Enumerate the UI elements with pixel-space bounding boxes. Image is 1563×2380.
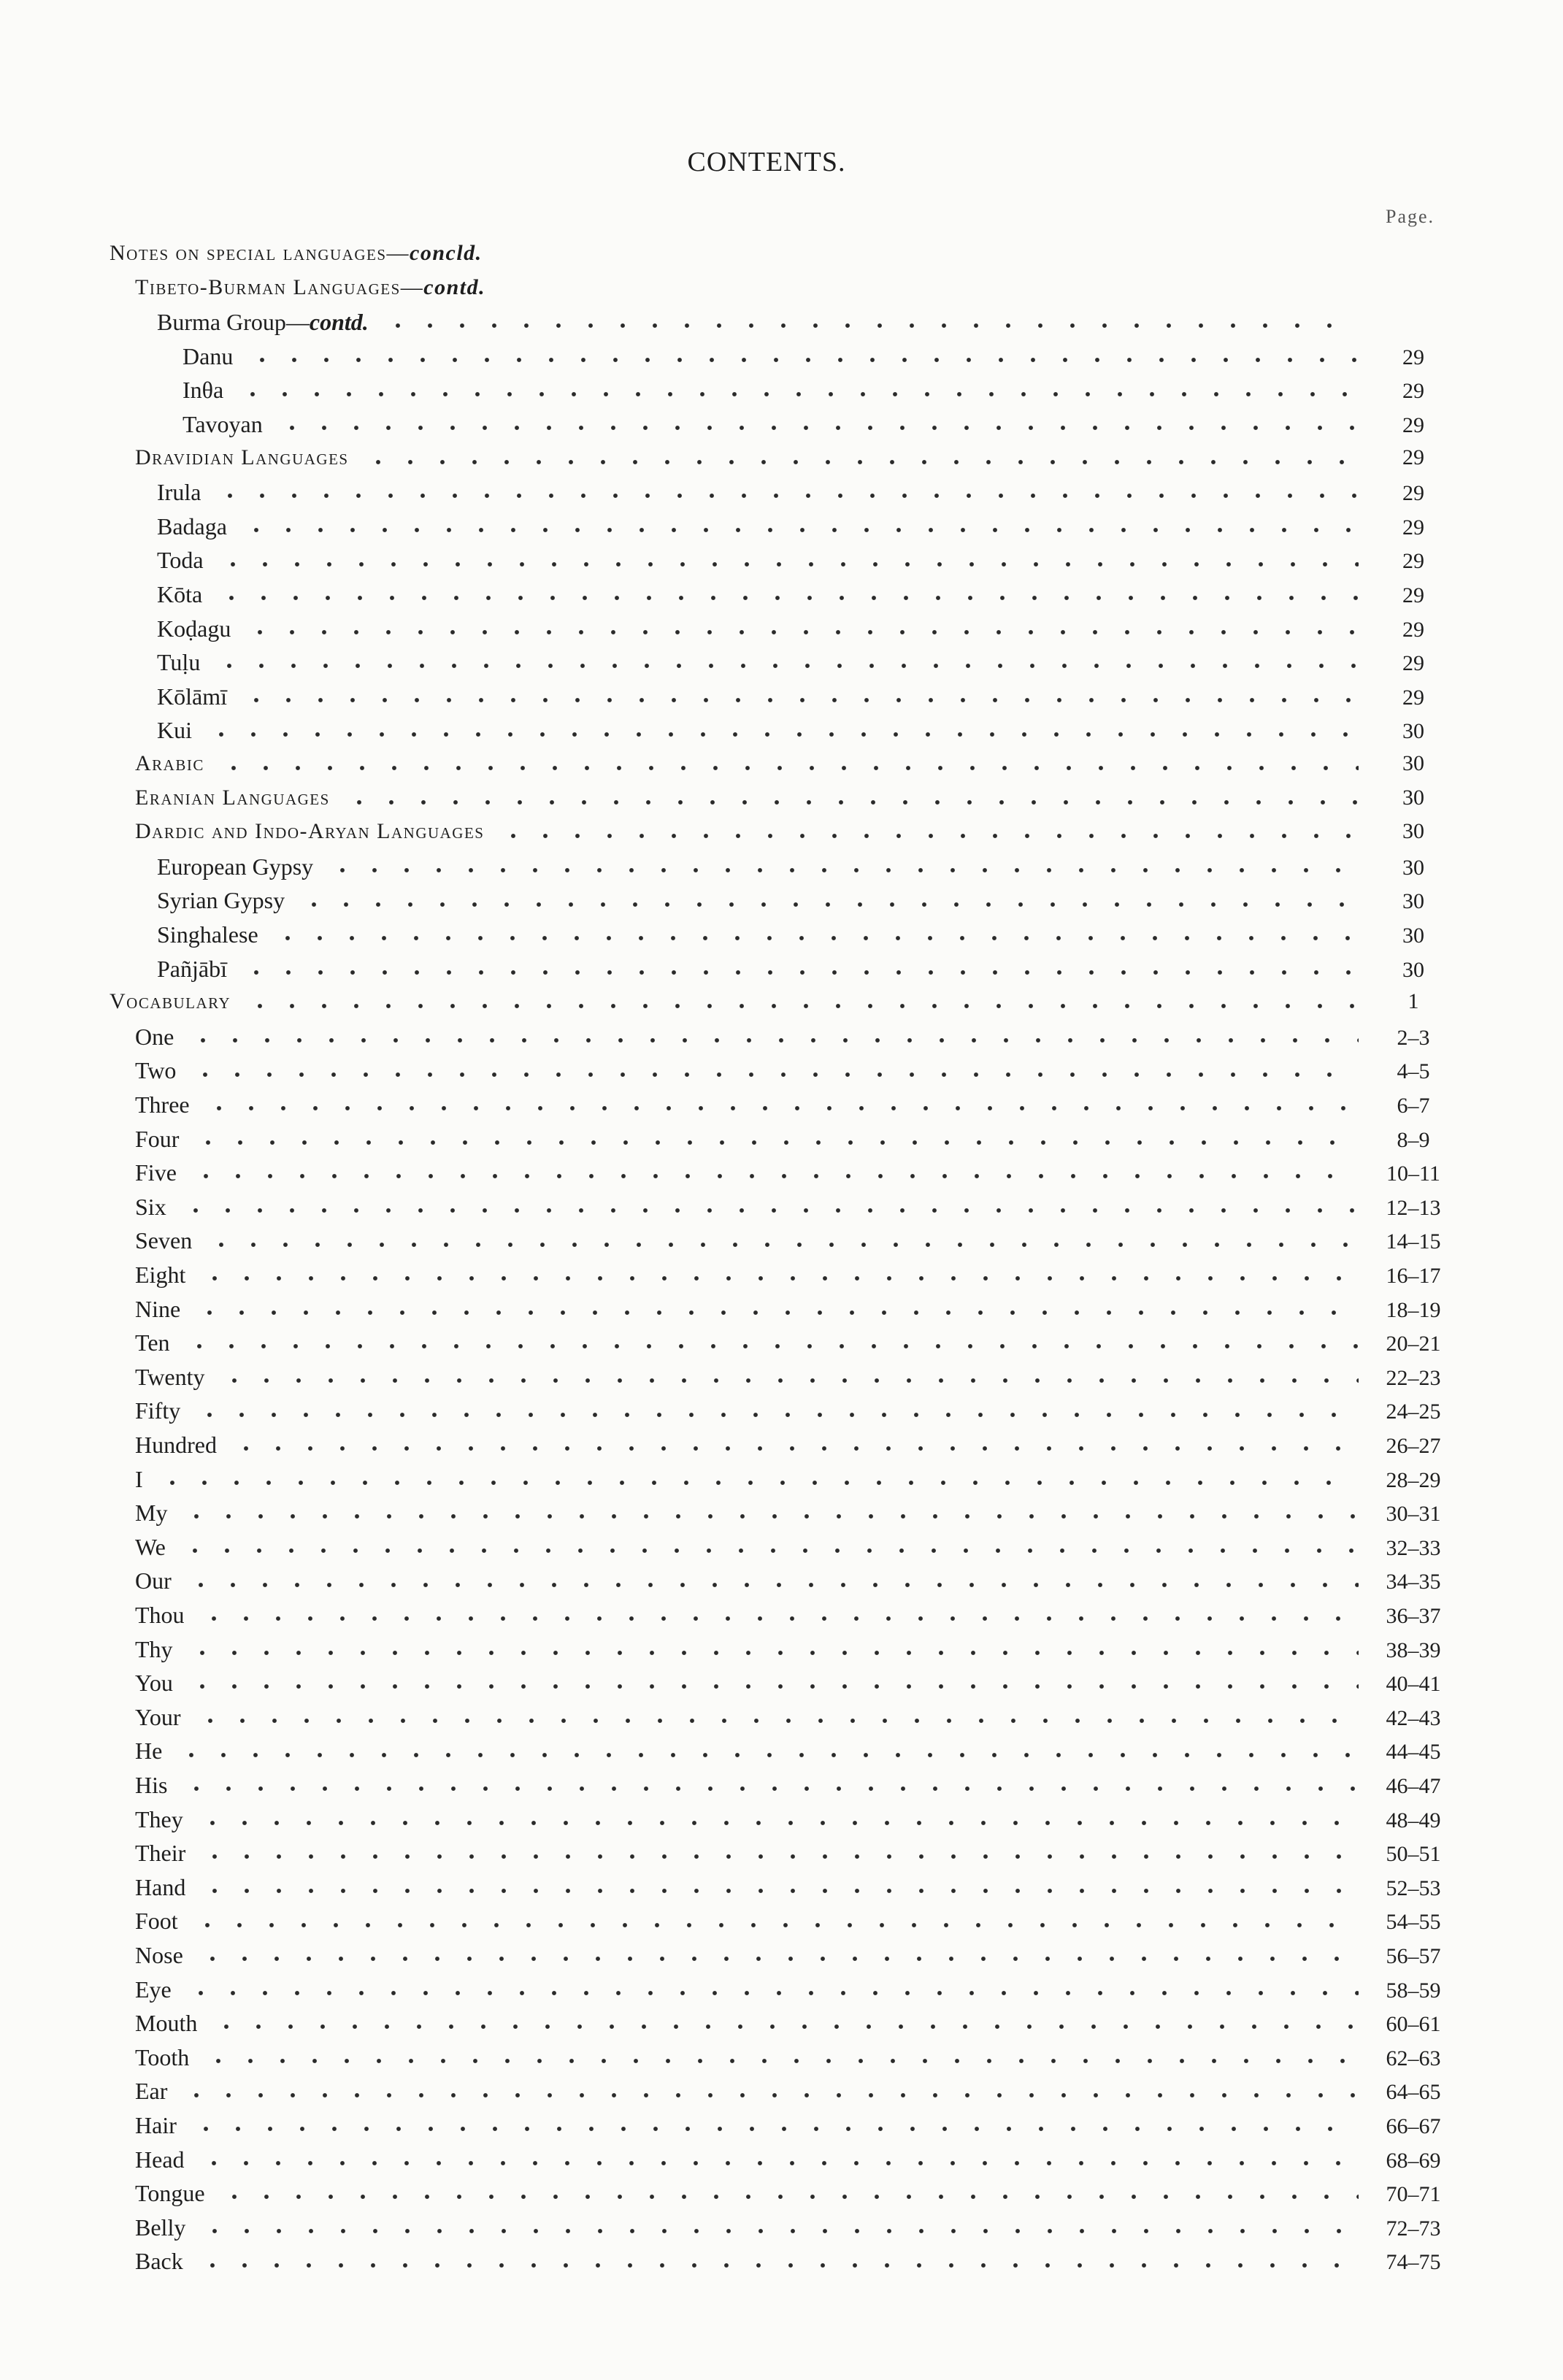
toc-entry xyxy=(0,1704,1563,1738)
dot-leader xyxy=(194,1706,1359,1735)
toc-entry-page: 22–23 xyxy=(1386,1365,1441,1390)
toc-entry-dash: — xyxy=(386,241,410,265)
toc-entry-continued: contd. xyxy=(423,275,486,299)
toc-entry-page: 10–11 xyxy=(1386,1162,1440,1186)
toc-entry xyxy=(0,887,1563,921)
toc-entry-label: Kōta xyxy=(157,581,203,607)
toc-entry-page: 44–45 xyxy=(1386,1740,1441,1765)
toc-entry-page: 40–41 xyxy=(1386,1672,1441,1697)
toc-entry-page: 46–47 xyxy=(1386,1774,1441,1798)
toc-entry xyxy=(0,1908,1563,1942)
toc-entry-page: 29 xyxy=(1402,379,1424,404)
toc-entry-page: 34–35 xyxy=(1386,1570,1441,1594)
dot-leader xyxy=(497,821,1359,851)
toc-entry xyxy=(0,445,1563,480)
toc-entry xyxy=(0,1227,1563,1262)
toc-entry-dash: — xyxy=(285,309,310,336)
dot-leader xyxy=(496,243,1359,272)
toc-entry-page: 30–31 xyxy=(1386,1502,1441,1527)
toc-entry-label: Tooth xyxy=(135,2043,190,2070)
toc-entry xyxy=(0,309,1563,343)
dot-leader xyxy=(189,1060,1359,1089)
toc-entry xyxy=(0,1670,1563,1704)
toc-entry xyxy=(0,1840,1563,1874)
toc-entry-label: Fifty xyxy=(135,1397,181,1424)
toc-entry-label: Nose xyxy=(135,1942,183,1968)
dot-leader xyxy=(203,1094,1359,1123)
dot-leader xyxy=(199,2216,1359,2246)
dot-leader xyxy=(326,856,1359,885)
toc-entry-label: Thy xyxy=(135,1635,173,1662)
toc-entry xyxy=(0,2044,1563,2078)
toc-entry-label: Burma Group xyxy=(157,309,286,336)
toc-entry-page: 42–43 xyxy=(1386,1705,1441,1730)
dot-leader xyxy=(298,890,1359,919)
dot-leader xyxy=(199,1264,1359,1293)
toc-entry-label: Kōlāmī xyxy=(157,683,227,710)
dot-leader xyxy=(240,958,1359,987)
dot-leader xyxy=(180,1502,1359,1531)
toc-entry xyxy=(0,786,1563,820)
toc-entry-label: Their xyxy=(135,1840,186,1867)
toc-entry-label: Hair xyxy=(135,2112,177,2138)
toc-entry xyxy=(0,241,1563,275)
toc-entry-label: Mouth xyxy=(135,2010,198,2037)
dot-leader xyxy=(185,1570,1359,1600)
toc-entry-page: 18–19 xyxy=(1386,1297,1441,1322)
toc-entry xyxy=(0,377,1563,411)
dot-leader xyxy=(215,583,1359,613)
toc-entry-label: Pañjābī xyxy=(157,955,227,982)
dot-leader xyxy=(192,1128,1359,1157)
toc-entry xyxy=(0,547,1563,581)
toc-entry xyxy=(0,2146,1563,2181)
dot-leader xyxy=(205,1230,1359,1259)
toc-entry-page: 66–67 xyxy=(1386,2114,1441,2138)
dot-leader xyxy=(210,2012,1359,2041)
dot-leader xyxy=(196,1944,1359,1973)
toc-entry-label: Eight xyxy=(135,1262,186,1288)
toc-entry-label: Our xyxy=(135,1567,172,1594)
toc-entry xyxy=(0,513,1563,548)
toc-entry-page: 58–59 xyxy=(1386,1978,1441,2003)
dot-leader xyxy=(230,1434,1359,1463)
toc-entry-page: 2–3 xyxy=(1397,1025,1430,1050)
toc-entry xyxy=(0,2248,1563,2282)
toc-entry xyxy=(0,921,1563,956)
toc-entry-page: 72–73 xyxy=(1386,2216,1441,2241)
toc-entry-page: 29 xyxy=(1402,345,1424,369)
dot-leader xyxy=(186,1638,1359,1667)
toc-entry xyxy=(0,615,1563,650)
toc-entry xyxy=(0,1296,1563,1330)
dot-leader xyxy=(187,1026,1359,1055)
toc-entry-label: Thou xyxy=(135,1602,185,1628)
toc-entry-page: 29 xyxy=(1402,583,1424,607)
toc-entry xyxy=(0,1262,1563,1296)
toc-entry-label: Belly xyxy=(135,2214,186,2241)
toc-entry-label: Singhalese xyxy=(157,921,258,948)
toc-entry xyxy=(0,751,1563,786)
toc-entry xyxy=(0,2010,1563,2044)
toc-entry-label: Your xyxy=(135,1703,181,1730)
toc-entry-label: Four xyxy=(135,1125,180,1152)
toc-entry-label: Badaga xyxy=(157,513,227,540)
toc-entry xyxy=(0,1738,1563,1772)
toc-entry-page: 29 xyxy=(1402,685,1424,710)
toc-entry-page: 70–71 xyxy=(1386,2182,1441,2207)
toc-entry xyxy=(0,1636,1563,1670)
toc-entry xyxy=(0,1602,1563,1636)
toc-entry-label: Eye xyxy=(135,1976,172,2003)
toc-entry xyxy=(0,649,1563,683)
toc-entry-label: Nine xyxy=(135,1295,181,1322)
toc-entry-label: Six xyxy=(135,1193,166,1220)
toc-entry-page: 29 xyxy=(1402,481,1424,506)
toc-entry-label: One xyxy=(135,1023,174,1050)
toc-entry-page: 56–57 xyxy=(1386,1944,1441,1968)
toc-entry-label: Two xyxy=(135,1057,177,1084)
dot-leader xyxy=(244,991,1359,1021)
dot-leader xyxy=(213,651,1359,680)
toc-entry-page: 14–15 xyxy=(1386,1229,1441,1254)
toc-entry-label: Toda xyxy=(157,547,204,574)
toc-entry xyxy=(0,2078,1563,2112)
dot-leader xyxy=(246,345,1359,375)
toc-entry xyxy=(0,2214,1563,2249)
dot-leader xyxy=(240,515,1359,545)
toc-entry xyxy=(0,275,1563,310)
toc-entry-page: 6–7 xyxy=(1397,1094,1430,1118)
dot-leader xyxy=(202,2046,1359,2076)
dot-leader xyxy=(199,1842,1359,1871)
toc-entry xyxy=(0,1194,1563,1228)
toc-entry-label: Ten xyxy=(135,1329,170,1356)
toc-entry-page: 54–55 xyxy=(1386,1910,1441,1935)
toc-entry-page: 38–39 xyxy=(1386,1638,1441,1662)
toc-entry-label: Ear xyxy=(135,2078,168,2105)
toc-entry xyxy=(0,1126,1563,1160)
dot-leader xyxy=(193,1298,1359,1327)
dot-leader xyxy=(193,1400,1359,1429)
dot-leader xyxy=(196,1808,1359,1838)
toc-entry-label: Three xyxy=(135,1091,190,1118)
toc-entry-page: 29 xyxy=(1402,651,1424,676)
toc-entry-page: 50–51 xyxy=(1386,1842,1441,1867)
dot-leader xyxy=(218,2182,1359,2211)
toc-entry-dash: — xyxy=(400,275,424,299)
toc-entry xyxy=(0,1024,1563,1058)
toc-entry xyxy=(0,1534,1563,1568)
toc-entry-page: 60–61 xyxy=(1386,2012,1441,2037)
toc-entry-label: Foot xyxy=(135,1908,178,1935)
toc-entry-label: Back xyxy=(135,2248,183,2275)
dot-leader xyxy=(186,1672,1359,1701)
dot-leader xyxy=(196,2251,1359,2280)
toc-entry xyxy=(0,1364,1563,1398)
toc-entry xyxy=(0,2180,1563,2214)
toc-entry-label: Notes on special languages xyxy=(110,241,387,265)
toc-entry-page: 36–37 xyxy=(1386,1604,1441,1628)
dot-leader xyxy=(276,413,1359,442)
toc-entry-label: Vocabulary xyxy=(110,989,231,1014)
toc-entry xyxy=(0,956,1563,990)
toc-entry-label: Irula xyxy=(157,479,201,506)
toc-entry xyxy=(0,1159,1563,1194)
toc-entry xyxy=(0,2112,1563,2146)
toc-entry xyxy=(0,1397,1563,1432)
toc-entry-page: 29 xyxy=(1402,445,1424,469)
toc-entry-page: 62–63 xyxy=(1386,2046,1441,2070)
toc-entry xyxy=(0,819,1563,853)
toc-entry-page: 29 xyxy=(1402,413,1424,437)
toc-entry-label: Koḍagu xyxy=(157,615,231,642)
toc-entry xyxy=(0,1806,1563,1840)
toc-entry-label: Kui xyxy=(157,717,192,744)
toc-entry-page: 20–21 xyxy=(1386,1332,1441,1356)
toc-entry xyxy=(0,717,1563,751)
dot-leader xyxy=(198,1604,1359,1633)
toc-entry-label: Tuḷu xyxy=(157,649,201,676)
toc-entry-page: 26–27 xyxy=(1386,1434,1441,1458)
dot-leader xyxy=(198,2149,1359,2178)
dot-leader xyxy=(185,1978,1359,2008)
toc-entry-label: Eranian Languages xyxy=(135,785,330,810)
dot-leader xyxy=(205,720,1359,749)
toc-entry-label: Five xyxy=(135,1159,177,1186)
toc-entry-label: Twenty xyxy=(135,1363,205,1390)
dot-leader xyxy=(180,2081,1359,2110)
dot-leader xyxy=(218,1366,1359,1395)
toc-entry-page: 30 xyxy=(1402,719,1424,744)
toc-entry-page: 30 xyxy=(1402,889,1424,914)
toc-entry xyxy=(0,1500,1563,1534)
toc-entry-label: Danu xyxy=(183,342,234,369)
toc-entry-page: 1 xyxy=(1408,989,1419,1014)
dot-leader xyxy=(240,686,1359,715)
page-title: CONTENTS. xyxy=(687,147,846,177)
toc-entry-page: 24–25 xyxy=(1386,1400,1441,1424)
dot-leader xyxy=(179,1536,1359,1565)
toc-entry xyxy=(0,1567,1563,1602)
toc-entry xyxy=(0,1976,1563,2011)
toc-entry-label: Tongue xyxy=(135,2180,205,2207)
dot-leader xyxy=(190,1162,1359,1191)
toc-entry xyxy=(0,853,1563,888)
toc-entry xyxy=(0,1772,1563,1806)
toc-entry-label: Head xyxy=(135,2146,185,2173)
dot-leader xyxy=(191,1911,1359,1940)
toc-entry-page: 12–13 xyxy=(1386,1195,1441,1220)
toc-entry-label: Inθa xyxy=(183,377,224,404)
dot-leader xyxy=(180,1774,1359,1803)
dot-leader xyxy=(499,277,1359,307)
toc-entry xyxy=(0,479,1563,513)
dot-leader xyxy=(343,788,1359,817)
dot-leader xyxy=(272,924,1359,953)
dot-leader xyxy=(382,311,1359,340)
toc-entry xyxy=(0,581,1563,615)
toc-entry-label: His xyxy=(135,1772,168,1798)
toc-entry-page: 74–75 xyxy=(1386,2250,1441,2275)
toc-entry-page: 30 xyxy=(1402,855,1424,880)
toc-entry-label: European Gypsy xyxy=(157,853,314,880)
toc-entry xyxy=(0,411,1563,445)
toc-entry xyxy=(0,1432,1563,1466)
toc-entry xyxy=(0,1466,1563,1500)
toc-entry-page: 30 xyxy=(1402,751,1424,775)
toc-entry-page: 32–33 xyxy=(1386,1535,1441,1560)
toc-entry-page: 52–53 xyxy=(1386,1876,1441,1900)
toc-entry-page: 30 xyxy=(1402,785,1424,810)
toc-entry-page: 29 xyxy=(1402,549,1424,574)
dot-leader xyxy=(237,380,1359,409)
toc-entry-page: 29 xyxy=(1402,617,1424,642)
toc-entry xyxy=(0,989,1563,1024)
dot-leader xyxy=(180,1196,1359,1225)
toc-entry-page: 29 xyxy=(1402,515,1424,540)
toc-entry xyxy=(0,1329,1563,1364)
toc-entry-page: 64–65 xyxy=(1386,2080,1441,2105)
toc-entry-page: 30 xyxy=(1402,819,1424,844)
toc-entry-label: We xyxy=(135,1533,166,1560)
dot-leader xyxy=(199,1876,1359,1905)
toc-entry-label: Arabic xyxy=(135,751,204,775)
toc-entry-label: Hand xyxy=(135,1873,186,1900)
dot-leader xyxy=(362,448,1359,477)
toc-entry xyxy=(0,683,1563,718)
dot-leader xyxy=(190,2114,1359,2143)
toc-entry-page: 68–69 xyxy=(1386,2148,1441,2173)
toc-entry-page: 30 xyxy=(1402,924,1424,948)
dot-leader xyxy=(217,550,1359,579)
toc-entry-label: Dardic and Indo-Aryan Languages xyxy=(135,819,485,844)
toc-entry-label: He xyxy=(135,1738,163,1765)
toc-entry-page: 30 xyxy=(1402,957,1424,982)
toc-entry-page: 4–5 xyxy=(1397,1059,1430,1084)
toc-entry-label: Tibeto-Burman Languages xyxy=(135,275,401,299)
dot-leader xyxy=(175,1740,1359,1770)
dot-leader xyxy=(183,1332,1359,1361)
toc-entry-label: Syrian Gypsy xyxy=(157,887,285,914)
toc-entry-continued: concld. xyxy=(410,241,483,265)
toc-entry-label: Tavoyan xyxy=(183,411,263,437)
toc-entry-label: Dravidian Languages xyxy=(135,445,349,469)
dot-leader xyxy=(156,1468,1359,1497)
toc-entry-label: Hundred xyxy=(135,1432,217,1458)
toc-entry-label: I xyxy=(135,1465,143,1492)
toc-entry-label: My xyxy=(135,1500,168,1527)
page-column-heading: Page. xyxy=(1386,206,1435,227)
dot-leader xyxy=(218,753,1359,783)
toc-entry xyxy=(0,343,1563,377)
toc-entry xyxy=(0,1874,1563,1908)
toc-entry-label: You xyxy=(135,1670,173,1697)
toc-entry-page: 16–17 xyxy=(1386,1264,1441,1288)
toc-entry xyxy=(0,1091,1563,1126)
toc-entry-page: 28–29 xyxy=(1386,1467,1441,1492)
toc-entry-label: Seven xyxy=(135,1227,193,1254)
toc-entry-page: 8–9 xyxy=(1397,1127,1430,1152)
toc-entry-continued: contd. xyxy=(309,309,369,336)
toc-entry xyxy=(0,1057,1563,1091)
dot-leader xyxy=(214,481,1359,510)
toc-entry-page: 48–49 xyxy=(1386,1808,1441,1832)
toc-entry xyxy=(0,1942,1563,1976)
toc-entry-label: They xyxy=(135,1805,183,1832)
dot-leader xyxy=(244,618,1359,647)
